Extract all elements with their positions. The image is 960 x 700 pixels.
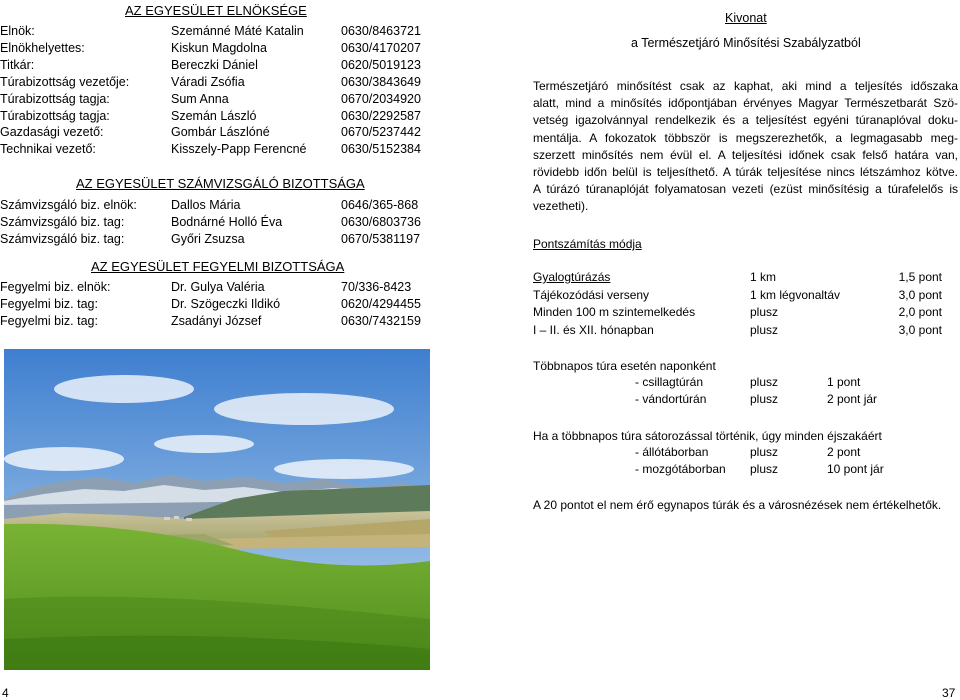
landscape-photo — [4, 349, 430, 670]
bonus-row — [533, 444, 958, 461]
bonus-label: - mozgótáborban — [635, 462, 726, 476]
points-value: 1,5 pont — [898, 270, 942, 284]
member-role: Titkár: — [0, 57, 35, 72]
member-name: Kiskun Magdolna — [171, 40, 267, 55]
table-row — [0, 279, 430, 295]
discipline-title: AZ EGYESÜLET FEGYELMI BIZOTTSÁGA — [91, 259, 345, 274]
points-activity: Minden 100 m szintemelkedés — [533, 305, 696, 319]
member-role: Fegyelmi biz. tag: — [0, 297, 98, 311]
bonus-points: 1 pont — [827, 375, 861, 389]
member-role: Számvizsgáló biz. tag: — [0, 231, 125, 246]
extract-heading: Kivonat — [725, 11, 767, 25]
table-row — [0, 40, 430, 56]
points-row — [533, 304, 958, 321]
table-row — [0, 108, 430, 124]
points-heading: Pontszámítás módja — [533, 237, 642, 251]
paragraph-line: rövidebb időn belül is teljesíthető. A túrák teljesítése nincs létszámhoz kötve. — [533, 165, 958, 180]
bonus-points: 2 pont — [827, 445, 861, 459]
points-value: 3,0 pont — [898, 322, 942, 337]
member-name: Kisszely-Papp Ferencné — [171, 142, 307, 157]
bonus-row — [533, 391, 958, 408]
member-name: Bodnárné Holló Éva — [171, 214, 283, 229]
paragraph-line: vetség igazolvánnyal rendelkezik és a teljesítést egyéni túranaplóval doku- — [533, 113, 958, 128]
member-role: Technikai vezető: — [0, 142, 96, 157]
member-role: Fegyelmi biz. elnök: — [0, 280, 111, 294]
member-role: Fegyelmi biz. tag: — [0, 314, 98, 328]
member-phone: 0630/7432159 — [341, 314, 421, 328]
member-phone: 0630/6803736 — [341, 214, 421, 229]
paragraph-line: Természetjáró minősítést csak az kaphat, aki mind a teljesítés időszaka — [533, 79, 958, 93]
bonus-label: - vándortúrán — [635, 392, 707, 406]
points-unit: 1 km — [750, 270, 777, 284]
member-name: Dr. Gulya Valéria — [171, 280, 265, 294]
member-phone: 0670/2034920 — [341, 91, 421, 106]
points-row — [533, 287, 958, 304]
member-role: Számvizsgáló biz. tag: — [0, 214, 125, 229]
member-phone: 0630/4170207 — [341, 40, 421, 55]
bonus-label: - állótáborban — [635, 445, 709, 459]
table-row — [0, 57, 430, 73]
bonus-label: - csillagtúrán — [635, 375, 704, 389]
member-phone: 0646/365-868 — [341, 198, 419, 212]
member-phone: 0620/5019123 — [341, 57, 421, 72]
right-page-number: 37 — [942, 686, 956, 700]
landscape-photo-icon — [4, 349, 430, 670]
member-role: Elnök: — [0, 24, 35, 38]
member-name: Váradi Zsófia — [171, 74, 245, 89]
table-row — [0, 313, 430, 329]
table-row — [0, 141, 430, 157]
member-phone: 0670/5237442 — [341, 125, 421, 140]
table-row — [0, 74, 430, 90]
paragraph-line: A túrázó túranaplóját folyamatosan vezeti (ezüst minősítésig a túrafelelős is — [533, 182, 958, 197]
member-name: Zsadányi József — [171, 314, 262, 328]
member-name: Szemánné Máté Katalin — [171, 24, 304, 38]
table-row — [0, 91, 430, 107]
paragraph-line: vezetheti). — [533, 199, 589, 214]
points-activity: I – II. és XII. hónapban — [533, 322, 654, 337]
audit-title: AZ EGYESÜLET SZÁMVIZSGÁLÓ BIZOTTSÁGA — [76, 176, 365, 191]
left-page-number: 4 — [2, 686, 9, 700]
points-activity: Gyalogtúrázás — [533, 270, 611, 284]
member-role: Túrabizottság tagja: — [0, 108, 110, 123]
member-role: Túrabizottság tagja: — [0, 91, 110, 106]
member-name: Dallos Mária — [171, 198, 241, 212]
bonus-row — [533, 461, 958, 478]
member-name: Gombár Lászlóné — [171, 125, 270, 140]
member-phone: 0630/2292587 — [341, 108, 421, 123]
points-value: 3,0 pont — [898, 287, 942, 302]
bonus-unit: plusz — [750, 375, 779, 389]
member-role: Túrabizottság vezetője: — [0, 74, 130, 89]
member-name: Dr. Szögeczki Ildikó — [171, 297, 281, 311]
member-name: Bereczki Dániel — [171, 57, 258, 72]
member-name: Győri Zsuzsa — [171, 231, 245, 246]
bonus-unit: plusz — [750, 445, 779, 459]
member-phone: 0620/4294455 — [341, 297, 421, 311]
table-row — [0, 231, 430, 247]
member-role: Elnökhelyettes: — [0, 40, 85, 55]
bonus-points: 2 pont jár — [827, 392, 878, 406]
board-title: AZ EGYESÜLET ELNÖKSÉGE — [125, 3, 307, 18]
points-activity: Tájékozódási verseny — [533, 287, 650, 302]
paragraph-line: szerzett minősítés nem évül el. A teljesítési időnek csak felső határa van, — [533, 147, 958, 162]
paragraph-line: mentálja. A fokozatok többször is megszerezhetők, a legmagasabb meg- — [533, 130, 958, 145]
points-row — [533, 269, 958, 286]
member-phone: 0630/3843649 — [341, 74, 421, 89]
member-phone: 0630/5152384 — [341, 142, 421, 157]
points-unit: plusz — [750, 305, 779, 319]
points-row — [533, 322, 958, 339]
extract-subheading: a Természetjáró Minősítési Szabályzatból — [631, 36, 861, 50]
bonus-row — [533, 374, 958, 391]
member-phone: 0630/8463721 — [341, 24, 421, 38]
points-value: 2,0 pont — [898, 305, 942, 319]
multiday-heading: Többnapos túra esetén naponként — [533, 359, 716, 373]
table-row — [0, 124, 430, 140]
table-row — [0, 197, 430, 213]
paragraph-line: alatt, mind a minősítés időpontjában érvényes Magyar Természetbarát Szö- — [533, 96, 958, 111]
rules-paragraph — [533, 78, 958, 216]
bonus-unit: plusz — [750, 462, 779, 476]
bonus-points: 10 pont jár — [827, 462, 884, 476]
member-name: Szemán László — [171, 108, 257, 123]
table-row — [0, 214, 430, 230]
member-phone: 0670/5381197 — [341, 231, 421, 246]
table-row — [0, 296, 430, 312]
bonus-unit: plusz — [750, 392, 779, 406]
member-role: Gazdasági vezető: — [0, 125, 104, 140]
footer-note: A 20 pontot el nem érő egynapos túrák és a városnézések nem értékelhetők. — [533, 498, 942, 512]
points-unit: plusz — [750, 322, 779, 337]
points-unit: 1 km légvonaltáv — [750, 287, 841, 302]
member-name: Sum Anna — [171, 91, 229, 106]
table-row — [0, 23, 430, 39]
member-role: Számvizsgáló biz. elnök: — [0, 198, 137, 212]
tent-heading: Ha a többnapos túra sátorozással történik, úgy minden éjszakáért — [533, 429, 882, 443]
member-phone: 70/336-8423 — [341, 280, 412, 294]
